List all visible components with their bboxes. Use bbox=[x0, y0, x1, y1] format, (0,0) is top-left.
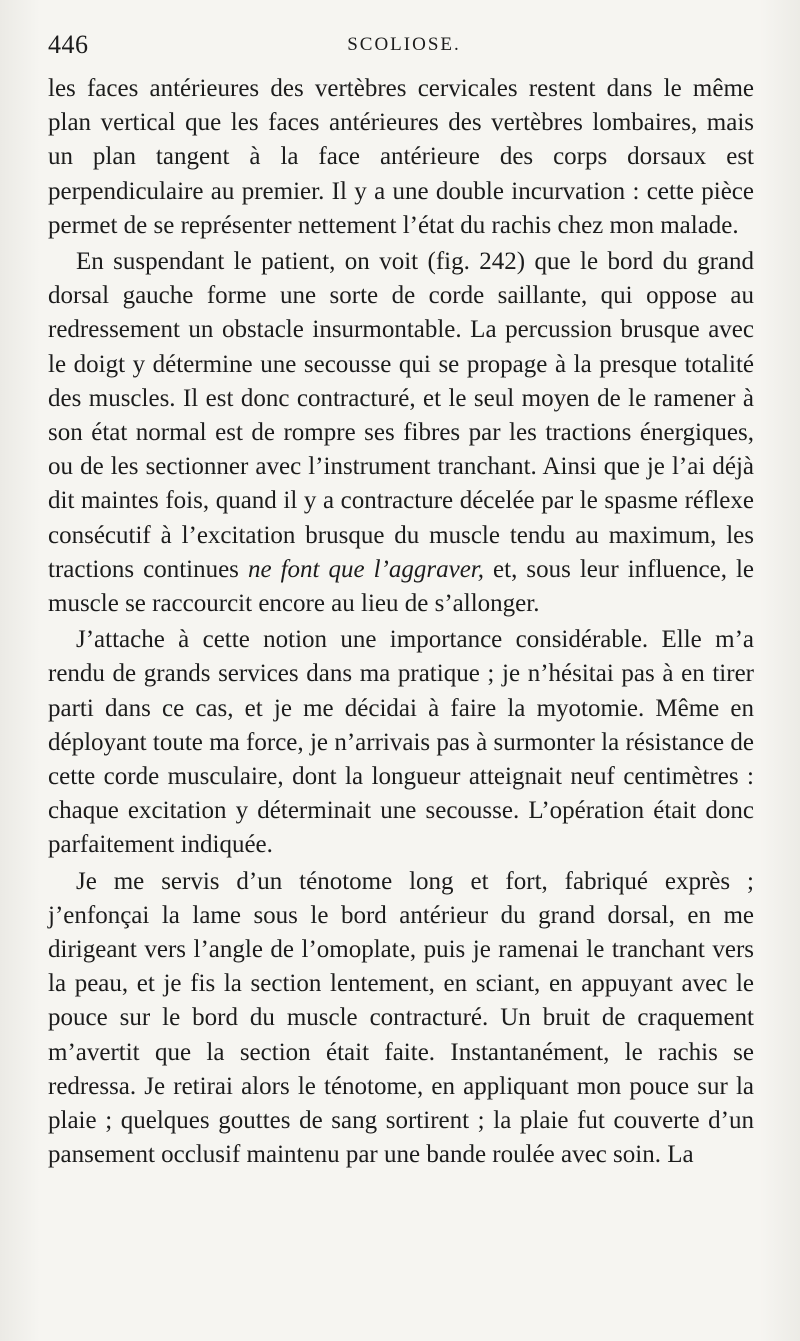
page-number: 446 bbox=[48, 30, 89, 59]
paragraph-suspension bbox=[48, 245, 754, 621]
paragraph-myotomy-decision: J’attache à cette notion une importance considérable. Elle m’a rendu de grands services dans ma pratique ; je n’hésitai pas à en tirer parti dans ce cas, et je me décidai à faire la myotomie. Même en déployant toute ma force, je n’arrivais pas à surmonter la résistance de cette corde musculaire, dont la longueur atteignait neuf centimètres : chaque excitation y déterminait une secousse. L’opération était donc parfaitement indiquée. bbox=[48, 626, 754, 859]
body-text bbox=[48, 72, 754, 1173]
page-header bbox=[48, 30, 760, 62]
paragraph-continuation: les faces antérieures des vertèbres cervicales restent dans le même plan vertical que les faces antérieures des vertèbres lombaires, mais un plan tangent à la face antérieure des corps dorsaux est perpendiculaire au premier. Il y a une double incurvation : cette pièce permet de se représenter nettement l’état du rachis chez mon malade. bbox=[48, 75, 754, 239]
paragraph-text: En suspendant le patient, on voit (fig. 242) que le bord du grand dorsal gauche forme une sorte de corde saillante, qui oppose au redressement un obstacle insurmontable. La percussion brusque avec le doigt y détermine une secousse qui se propage à la presque totalité des muscles. Il est donc contracturé, et le seul moyen de le ramener à son état normal est de rompre ses fibres par les tractions énergiques, ou de les sectionner avec l’instrument tranchant. Ainsi que je l’ai déjà dit maintes fois, quand il y a contracture décelée par le spasme réflexe consécutif à l’excitation brusque du muscle tendu au maximum, les tractions continues bbox=[48, 248, 754, 583]
running-title: SCOLIOSE. bbox=[347, 34, 461, 55]
italic-phrase: ne font que l’aggraver, bbox=[247, 555, 484, 583]
paragraph-operation: Je me servis d’un ténotome long et fort, fabriqué exprès ; j’enfonçai la lame sous le bord antérieur du grand dorsal, en me dirigeant vers l’angle de l’omoplate, puis je ramenai le tranchant vers la peau, et je fis la section lentement, en sciant, en appuyant avec le pouce sur le bord du muscle contracturé. Un bruit de craquement m’avertit que la section était faite. Instantanément, le rachis se redressa. Je retirai alors le ténotome, en appliquant mon pouce sur la plaie ; quelques gouttes de sang sortirent ; la plaie fut couverte d’un pansement occlusif maintenu par une bande roulée avec soin. La bbox=[48, 867, 754, 1169]
paragraph-text-after: et, sous leur influence, le muscle se raccourcit encore au lieu de s’allonger. bbox=[48, 555, 755, 618]
